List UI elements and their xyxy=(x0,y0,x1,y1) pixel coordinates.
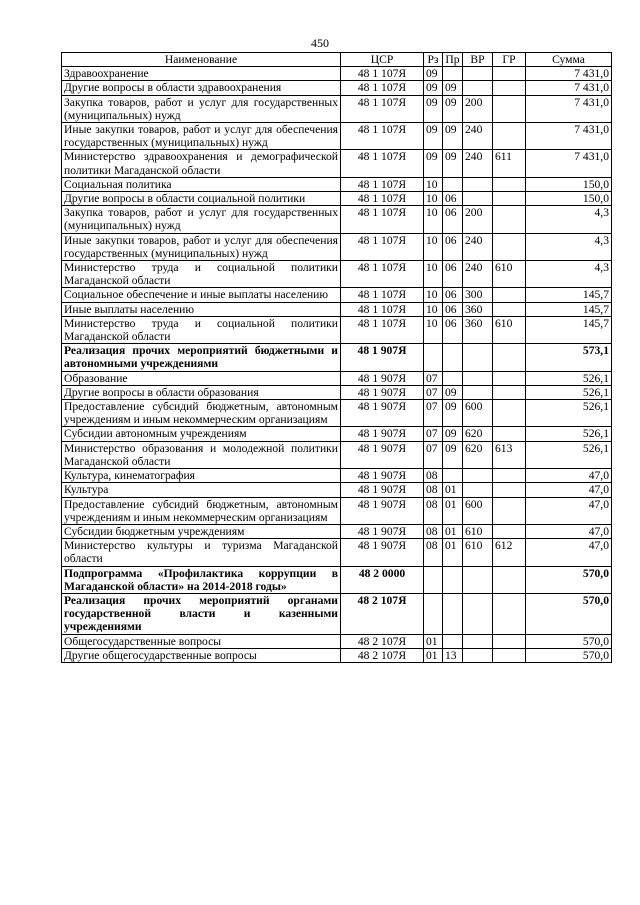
cell-name: Министерство труда и социальной политики Магаданской области xyxy=(62,316,341,343)
cell-csr: 48 1 107Я xyxy=(341,206,424,233)
cell-pr xyxy=(443,566,463,593)
cell-sum: 150,0 xyxy=(526,192,612,206)
table-row xyxy=(62,67,612,81)
table-row xyxy=(62,539,612,566)
cell-pr: 01 xyxy=(443,539,463,566)
cell-sum: 7 431,0 xyxy=(526,123,612,150)
cell-vr xyxy=(463,483,493,497)
cell-sum: 145,7 xyxy=(526,316,612,343)
cell-name: Другие вопросы в области образования xyxy=(62,385,341,399)
table-row xyxy=(62,497,612,524)
cell-sum: 526,1 xyxy=(526,385,612,399)
cell-pr: 06 xyxy=(443,288,463,302)
cell-vr: 240 xyxy=(463,123,493,150)
cell-name: Социальное обеспечение и иные выплаты населению xyxy=(62,288,341,302)
cell-vr xyxy=(463,177,493,191)
cell-rz: 07 xyxy=(424,441,443,468)
cell-csr: 48 1 907Я xyxy=(341,469,424,483)
cell-rz: 08 xyxy=(424,483,443,497)
cell-gr xyxy=(493,288,526,302)
table-row xyxy=(62,177,612,191)
cell-vr xyxy=(463,634,493,648)
cell-sum: 47,0 xyxy=(526,539,612,566)
cell-pr: 09 xyxy=(443,400,463,427)
table-row xyxy=(62,316,612,343)
cell-sum: 7 431,0 xyxy=(526,150,612,177)
cell-rz xyxy=(424,344,443,371)
table-header-row xyxy=(62,53,612,67)
cell-csr: 48 2 107Я xyxy=(341,648,424,662)
cell-pr: 06 xyxy=(443,316,463,343)
cell-rz: 07 xyxy=(424,371,443,385)
cell-rz: 09 xyxy=(424,150,443,177)
cell-vr xyxy=(463,593,493,634)
cell-gr xyxy=(493,67,526,81)
cell-sum: 4,3 xyxy=(526,233,612,260)
cell-sum: 7 431,0 xyxy=(526,67,612,81)
cell-pr: 06 xyxy=(443,192,463,206)
cell-csr: 48 1 907Я xyxy=(341,524,424,538)
cell-sum: 573,1 xyxy=(526,344,612,371)
cell-vr: 600 xyxy=(463,400,493,427)
cell-csr: 48 1 107Я xyxy=(341,192,424,206)
table-row xyxy=(62,634,612,648)
cell-pr xyxy=(443,67,463,81)
cell-gr xyxy=(493,206,526,233)
cell-sum: 47,0 xyxy=(526,469,612,483)
cell-csr: 48 1 107Я xyxy=(341,150,424,177)
cell-gr: 613 xyxy=(493,441,526,468)
cell-name: Подпрограмма «Профилактика коррупции в Магаданской области» на 2014-2018 годы» xyxy=(62,566,341,593)
cell-name: Другие вопросы в области здравоохранения xyxy=(62,81,341,95)
cell-rz: 07 xyxy=(424,385,443,399)
cell-rz: 07 xyxy=(424,427,443,441)
table-row xyxy=(62,344,612,371)
cell-csr: 48 2 107Я xyxy=(341,634,424,648)
cell-csr: 48 1 907Я xyxy=(341,497,424,524)
cell-pr: 01 xyxy=(443,497,463,524)
cell-name: Иные закупки товаров, работ и услуг для обеспечения государственных (муниципальных) нужд xyxy=(62,233,341,260)
cell-pr: 06 xyxy=(443,233,463,260)
cell-gr xyxy=(493,371,526,385)
cell-sum: 526,1 xyxy=(526,427,612,441)
table-row xyxy=(62,192,612,206)
cell-vr: 610 xyxy=(463,524,493,538)
cell-gr: 612 xyxy=(493,539,526,566)
cell-rz: 09 xyxy=(424,67,443,81)
cell-vr: 600 xyxy=(463,497,493,524)
cell-csr: 48 1 107Я xyxy=(341,302,424,316)
header-csr: ЦСР xyxy=(341,53,424,67)
cell-gr xyxy=(493,469,526,483)
cell-gr xyxy=(493,192,526,206)
cell-sum: 526,1 xyxy=(526,400,612,427)
table-row xyxy=(62,123,612,150)
table-row xyxy=(62,302,612,316)
cell-sum: 4,3 xyxy=(526,206,612,233)
cell-rz: 10 xyxy=(424,288,443,302)
cell-sum: 150,0 xyxy=(526,177,612,191)
header-pr: Пр xyxy=(443,53,463,67)
cell-gr xyxy=(493,344,526,371)
cell-rz: 10 xyxy=(424,261,443,288)
cell-pr: 09 xyxy=(443,385,463,399)
cell-pr: 09 xyxy=(443,123,463,150)
table-row xyxy=(62,385,612,399)
table-row xyxy=(62,427,612,441)
cell-sum: 526,1 xyxy=(526,371,612,385)
cell-sum: 4,3 xyxy=(526,261,612,288)
cell-sum: 570,0 xyxy=(526,566,612,593)
cell-gr xyxy=(493,566,526,593)
table-row xyxy=(62,288,612,302)
cell-vr xyxy=(463,371,493,385)
cell-name: Закупка товаров, работ и услуг для государственных (муниципальных) нужд xyxy=(62,95,341,122)
cell-name: Министерство здравоохранения и демографической политики Магаданской области xyxy=(62,150,341,177)
table-row xyxy=(62,469,612,483)
cell-csr: 48 1 907Я xyxy=(341,400,424,427)
cell-rz: 08 xyxy=(424,497,443,524)
cell-csr: 48 1 107Я xyxy=(341,316,424,343)
cell-rz xyxy=(424,593,443,634)
cell-pr: 09 xyxy=(443,427,463,441)
cell-vr: 200 xyxy=(463,95,493,122)
table-row xyxy=(62,400,612,427)
cell-sum: 47,0 xyxy=(526,483,612,497)
cell-vr xyxy=(463,385,493,399)
cell-gr xyxy=(493,427,526,441)
cell-rz: 10 xyxy=(424,233,443,260)
cell-name: Здравоохранение xyxy=(62,67,341,81)
cell-csr: 48 2 0000 xyxy=(341,566,424,593)
cell-sum: 145,7 xyxy=(526,288,612,302)
cell-vr: 200 xyxy=(463,206,493,233)
cell-rz: 08 xyxy=(424,469,443,483)
cell-csr: 48 1 107Я xyxy=(341,288,424,302)
cell-sum: 145,7 xyxy=(526,302,612,316)
cell-gr xyxy=(493,524,526,538)
cell-csr: 48 1 107Я xyxy=(341,95,424,122)
table-row xyxy=(62,206,612,233)
cell-name: Реализация прочих мероприятий органами государственной власти и казенными учреждениями xyxy=(62,593,341,634)
cell-vr: 300 xyxy=(463,288,493,302)
cell-csr: 48 1 107Я xyxy=(341,177,424,191)
cell-csr: 48 1 907Я xyxy=(341,483,424,497)
cell-name: Иные выплаты населению xyxy=(62,302,341,316)
cell-pr xyxy=(443,634,463,648)
cell-gr xyxy=(493,123,526,150)
cell-name: Социальная политика xyxy=(62,177,341,191)
cell-rz: 08 xyxy=(424,524,443,538)
header-gr: ГР xyxy=(493,53,526,67)
header-rz: Рз xyxy=(424,53,443,67)
cell-vr: 620 xyxy=(463,441,493,468)
table-row xyxy=(62,566,612,593)
cell-pr: 13 xyxy=(443,648,463,662)
cell-csr: 48 1 107Я xyxy=(341,123,424,150)
header-name: Наименование xyxy=(62,53,341,67)
cell-vr: 360 xyxy=(463,316,493,343)
cell-csr: 48 2 107Я xyxy=(341,593,424,634)
cell-csr: 48 1 907Я xyxy=(341,539,424,566)
cell-gr xyxy=(493,95,526,122)
cell-vr: 610 xyxy=(463,539,493,566)
cell-pr xyxy=(443,371,463,385)
cell-name: Субсидии бюджетным учреждениям xyxy=(62,524,341,538)
cell-name: Закупка товаров, работ и услуг для государственных (муниципальных) нужд xyxy=(62,206,341,233)
cell-pr: 09 xyxy=(443,441,463,468)
table-row xyxy=(62,648,612,662)
cell-sum: 570,0 xyxy=(526,634,612,648)
cell-pr: 01 xyxy=(443,524,463,538)
cell-gr xyxy=(493,497,526,524)
cell-rz: 07 xyxy=(424,400,443,427)
cell-sum: 47,0 xyxy=(526,497,612,524)
cell-pr: 06 xyxy=(443,302,463,316)
cell-name: Другие общегосударственные вопросы xyxy=(62,648,341,662)
table-row xyxy=(62,524,612,538)
cell-pr xyxy=(443,593,463,634)
header-sum: Сумма xyxy=(526,53,612,67)
cell-pr xyxy=(443,469,463,483)
cell-gr xyxy=(493,233,526,260)
cell-gr: 610 xyxy=(493,316,526,343)
cell-rz: 10 xyxy=(424,177,443,191)
table-body xyxy=(62,67,612,663)
cell-name: Министерство образования и молодежной политики Магаданской области xyxy=(62,441,341,468)
table-row xyxy=(62,483,612,497)
cell-name: Министерство труда и социальной политики Магаданской области xyxy=(62,261,341,288)
cell-rz: 09 xyxy=(424,81,443,95)
cell-vr xyxy=(463,566,493,593)
cell-name: Предоставление субсидий бюджетным, автономным учреждениям и иным некоммерческим организациям xyxy=(62,497,341,524)
cell-name: Иные закупки товаров, работ и услуг для обеспечения государственных (муниципальных) нужд xyxy=(62,123,341,150)
cell-name: Общегосударственные вопросы xyxy=(62,634,341,648)
cell-vr xyxy=(463,192,493,206)
table-row xyxy=(62,593,612,634)
cell-pr: 09 xyxy=(443,150,463,177)
cell-sum: 47,0 xyxy=(526,524,612,538)
cell-gr: 611 xyxy=(493,150,526,177)
cell-vr xyxy=(463,67,493,81)
cell-name: Образование xyxy=(62,371,341,385)
cell-csr: 48 1 107Я xyxy=(341,261,424,288)
cell-rz: 09 xyxy=(424,123,443,150)
cell-vr xyxy=(463,81,493,95)
cell-name: Другие вопросы в области социальной политики xyxy=(62,192,341,206)
cell-vr xyxy=(463,648,493,662)
cell-vr xyxy=(463,344,493,371)
cell-csr: 48 1 907Я xyxy=(341,371,424,385)
cell-gr xyxy=(493,400,526,427)
cell-csr: 48 1 107Я xyxy=(341,81,424,95)
cell-csr: 48 1 107Я xyxy=(341,233,424,260)
cell-rz: 01 xyxy=(424,634,443,648)
cell-gr xyxy=(493,385,526,399)
cell-sum: 7 431,0 xyxy=(526,95,612,122)
cell-rz: 10 xyxy=(424,302,443,316)
table-row xyxy=(62,150,612,177)
budget-table xyxy=(61,52,612,663)
table-row xyxy=(62,371,612,385)
cell-vr: 620 xyxy=(463,427,493,441)
cell-sum: 570,0 xyxy=(526,648,612,662)
table-row xyxy=(62,261,612,288)
cell-pr: 06 xyxy=(443,206,463,233)
cell-gr xyxy=(493,81,526,95)
page-number: 450 xyxy=(311,36,329,50)
cell-sum: 570,0 xyxy=(526,593,612,634)
header-vr: ВР xyxy=(463,53,493,67)
cell-vr: 360 xyxy=(463,302,493,316)
cell-sum: 7 431,0 xyxy=(526,81,612,95)
cell-rz: 10 xyxy=(424,192,443,206)
table-row xyxy=(62,95,612,122)
cell-csr: 48 1 107Я xyxy=(341,67,424,81)
cell-rz: 08 xyxy=(424,539,443,566)
table-row xyxy=(62,81,612,95)
cell-vr xyxy=(463,469,493,483)
cell-pr xyxy=(443,177,463,191)
cell-vr: 240 xyxy=(463,261,493,288)
cell-rz: 10 xyxy=(424,316,443,343)
cell-csr: 48 1 907Я xyxy=(341,385,424,399)
cell-vr: 240 xyxy=(463,233,493,260)
cell-name: Реализация прочих мероприятий бюджетными и автономными учреждениями xyxy=(62,344,341,371)
cell-name: Предоставление субсидий бюджетным, автономным учреждениям и иным некоммерческим организациям xyxy=(62,400,341,427)
cell-name: Культура, кинематография xyxy=(62,469,341,483)
cell-rz: 09 xyxy=(424,95,443,122)
table-row xyxy=(62,233,612,260)
cell-name: Субсидии автономным учреждениям xyxy=(62,427,341,441)
cell-gr xyxy=(493,177,526,191)
cell-rz: 01 xyxy=(424,648,443,662)
cell-gr xyxy=(493,483,526,497)
cell-gr xyxy=(493,634,526,648)
cell-gr xyxy=(493,302,526,316)
cell-pr xyxy=(443,344,463,371)
cell-pr: 09 xyxy=(443,95,463,122)
cell-name: Министерство культуры и туризма Магаданской области xyxy=(62,539,341,566)
cell-rz xyxy=(424,566,443,593)
cell-vr: 240 xyxy=(463,150,493,177)
cell-gr xyxy=(493,593,526,634)
cell-csr: 48 1 907Я xyxy=(341,344,424,371)
cell-pr: 01 xyxy=(443,483,463,497)
cell-pr: 06 xyxy=(443,261,463,288)
cell-rz: 10 xyxy=(424,206,443,233)
cell-gr xyxy=(493,648,526,662)
table-row xyxy=(62,441,612,468)
cell-sum: 526,1 xyxy=(526,441,612,468)
cell-gr: 610 xyxy=(493,261,526,288)
cell-name: Культура xyxy=(62,483,341,497)
cell-csr: 48 1 907Я xyxy=(341,441,424,468)
cell-pr: 09 xyxy=(443,81,463,95)
cell-csr: 48 1 907Я xyxy=(341,427,424,441)
